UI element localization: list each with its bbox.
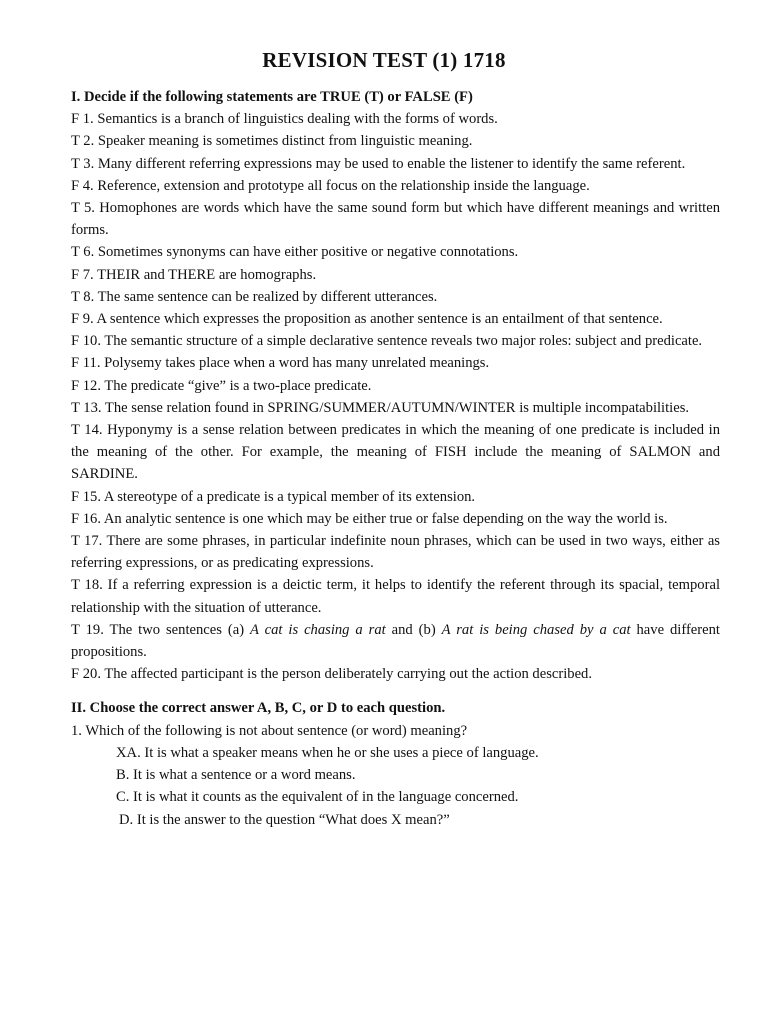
section-spacer bbox=[71, 685, 720, 697]
question-1-option-a: XA. It is what a speaker means when he or she uses a piece of language. bbox=[116, 744, 539, 761]
statement-15: F 15. A stereotype of a predicate is a typical member of its extension. bbox=[71, 488, 476, 505]
statement-20: F 20. The affected participant is the person deliberately carrying out the action described. bbox=[71, 666, 592, 683]
statement-19-suffix: have different propositions. bbox=[71, 621, 720, 661]
question-1-option-c: C. It is what it counts as the equivalent of in the language concerned. bbox=[116, 789, 519, 806]
statement-17: T 17. There are some phrases, in particular indefinite noun phrases, which can be used in two ways, either as referring expressions, or as predicating expressions. bbox=[71, 533, 720, 572]
question-1-option-b: B. It is what a sentence or a word means. bbox=[116, 767, 356, 784]
statement-12: F 12. The predicate “give” is a two-place predicate. bbox=[71, 377, 372, 394]
statement-4: F 4. Reference, extension and prototype all focus on the relationship inside the language. bbox=[71, 177, 590, 194]
statement-19 bbox=[71, 619, 720, 663]
statement-10: F 10. The semantic structure of a simple declarative sentence reveals two major roles: subject and predicate. bbox=[71, 333, 703, 350]
statement-14: T 14. Hyponymy is a sense relation between predicates in which the meaning of one predicate is included in the meaning of the other. For example, the meaning of FISH include the meaning of SALMON and SARDINE. bbox=[71, 422, 720, 483]
statement-6: T 6. Sometimes synonyms can have either positive or negative connotations. bbox=[71, 244, 519, 261]
statement-7: F 7. THEIR and THERE are homographs. bbox=[71, 266, 317, 283]
statement-5: T 5. Homophones are words which have the same sound form but which have different meanings and written forms. bbox=[71, 200, 720, 239]
section-1-heading: I. Decide if the following statements are TRUE (T) or FALSE (F) bbox=[71, 89, 473, 105]
statement-18: T 18. If a referring expression is a deictic term, it helps to identify the referent through its spacial, temporal relationship with the situation of utterance. bbox=[71, 577, 720, 616]
statement-16: F 16. An analytic sentence is one which may be either true or false depending on the way the world is. bbox=[71, 510, 668, 527]
statement-11: F 11. Polysemy takes place when a word has many unrelated meanings. bbox=[71, 355, 490, 372]
statement-1: F 1. Semantics is a branch of linguistics dealing with the forms of words. bbox=[71, 111, 498, 128]
question-1-option-d: D. It is the answer to the question “What does X mean?” bbox=[119, 811, 450, 828]
document-body bbox=[71, 86, 720, 831]
statement-9: F 9. A sentence which expresses the proposition as another sentence is an entailment of that sentence. bbox=[71, 311, 663, 328]
statement-19-sentence-a: A cat is chasing a rat bbox=[250, 621, 386, 638]
page-title: REVISION TEST (1) 1718 bbox=[262, 48, 506, 72]
statement-19-sentence-b: A rat is being chased by a cat bbox=[441, 621, 631, 638]
section-2-heading: II. Choose the correct answer A, B, C, or D to each question. bbox=[71, 700, 446, 717]
statement-2: T 2. Speaker meaning is sometimes distinct from linguistic meaning. bbox=[71, 133, 473, 150]
question-1: 1. Which of the following is not about sentence (or word) meaning? bbox=[71, 722, 468, 739]
statement-8: T 8. The same sentence can be realized by different utterances. bbox=[71, 288, 438, 305]
statement-19-prefix: T 19. The two sentences (a) bbox=[71, 621, 251, 638]
statement-19-middle: and (b) bbox=[385, 621, 442, 638]
statement-3: T 3. Many different referring expressions may be used to enable the listener to identify the same referent. bbox=[71, 155, 686, 172]
statement-13: T 13. The sense relation found in SPRING/SUMMER/AUTUMN/WINTER is multiple incompatabilities. bbox=[71, 399, 690, 416]
